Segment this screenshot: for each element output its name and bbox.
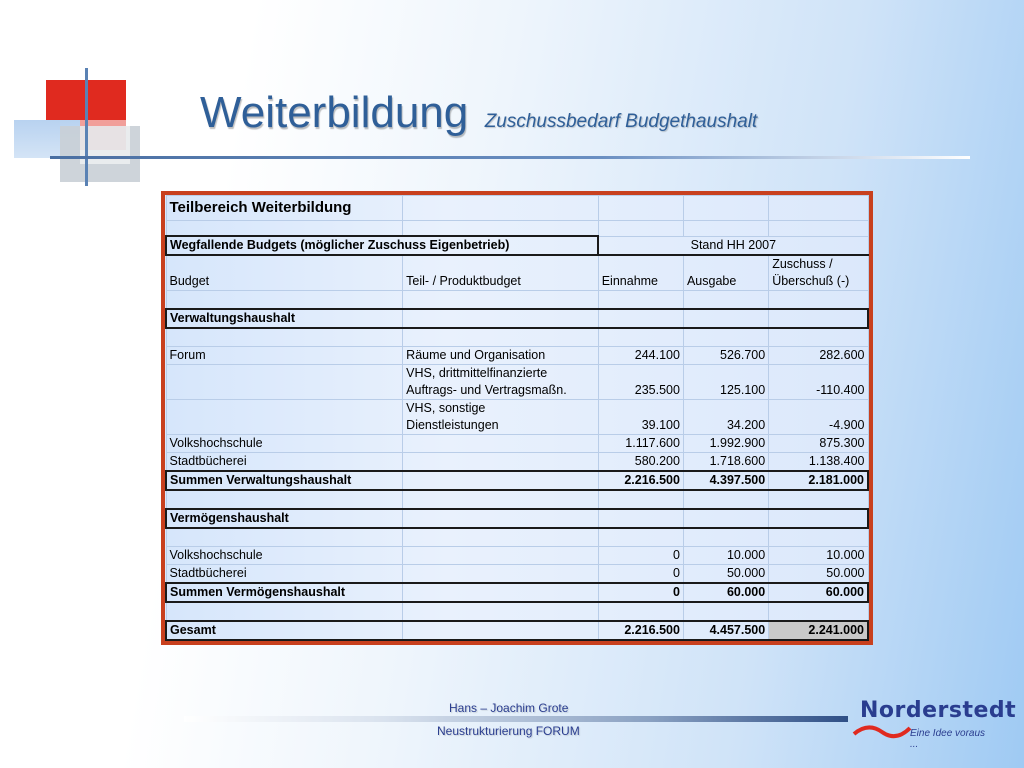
- table-header-row: [166, 255, 868, 291]
- stand-label: Stand HH 2007: [598, 236, 868, 255]
- col-header-expense: Ausgabe: [683, 255, 768, 291]
- table-row: [166, 528, 868, 547]
- footer-project: Neustrukturierung FORUM: [437, 724, 580, 738]
- cell-income: 0: [598, 547, 683, 565]
- sum-vermoegen-balance: 60.000: [769, 583, 868, 602]
- cell-income: 1.117.600: [598, 435, 683, 453]
- sum-row: [166, 583, 868, 602]
- cell-income: 0: [598, 565, 683, 584]
- col-header-product: Teil- / Produktbudget: [403, 255, 599, 291]
- table-row: [166, 453, 868, 472]
- sum-verwaltung-income: 2.216.500: [598, 471, 683, 490]
- page-subtitle: Zuschussbedarf Budgethaushalt: [484, 111, 758, 132]
- sum-verwaltung-balance: 2.181.000: [769, 471, 868, 490]
- cell-income: 580.200: [598, 453, 683, 472]
- total-expense: 4.457.500: [683, 621, 768, 640]
- cell-expense: 1.718.600: [683, 453, 768, 472]
- cell-balance: -4.900: [769, 400, 868, 435]
- cell-balance: -110.400: [769, 365, 868, 400]
- vermoegen-label: Vermögenshaushalt: [166, 509, 403, 528]
- cell-expense: 1.992.900: [683, 435, 768, 453]
- table-row: [166, 328, 868, 347]
- budget-table: [165, 195, 869, 641]
- logo-wave-icon: [852, 720, 912, 742]
- sum-verwaltung-expense: 4.397.500: [683, 471, 768, 490]
- total-row: [166, 621, 868, 640]
- decor-vertical-line: [85, 68, 88, 186]
- cell-budget: [166, 400, 403, 435]
- heading-label: Wegfallende Budgets (möglicher Zuschuss Eigenbetrieb): [166, 236, 598, 255]
- section-title: Teilbereich Weiterbildung: [166, 196, 403, 221]
- cell-balance: 50.000: [769, 565, 868, 584]
- verwaltung-label: Verwaltungshaushalt: [166, 309, 403, 328]
- cell-product: [403, 453, 599, 472]
- cell-product: [403, 435, 599, 453]
- cell-budget: Forum: [166, 347, 403, 365]
- total-income: 2.216.500: [598, 621, 683, 640]
- norderstedt-logo: [852, 698, 1017, 750]
- sum-vermoegen-label: Summen Vermögenshaushalt: [166, 583, 403, 602]
- cell-budget: Volkshochschule: [166, 547, 403, 565]
- sum-vermoegen-expense: 60.000: [683, 583, 768, 602]
- table-row: [166, 547, 868, 565]
- total-label: Gesamt: [166, 621, 403, 640]
- table-row: [166, 196, 868, 221]
- cell-product: VHS, drittmittelfinanzierte Auftrags- und Vertragsmaßn.: [403, 365, 599, 400]
- table-row: [166, 400, 868, 435]
- logo-wordmark: Norderstedt: [860, 698, 1017, 723]
- cell-product: Räume und Organisation: [403, 347, 599, 365]
- cell-budget: Stadtbücherei: [166, 565, 403, 584]
- cell-expense: 125.100: [683, 365, 768, 400]
- page-title: Weiterbildung: [200, 88, 469, 137]
- cell-expense: 50.000: [683, 565, 768, 584]
- table-row: [166, 565, 868, 584]
- title-underline: [50, 156, 970, 159]
- sum-row: [166, 471, 868, 490]
- budget-table-frame: [161, 191, 873, 645]
- table-row: [166, 365, 868, 400]
- col-header-balance: Zuschuss / Überschuß (-): [769, 255, 868, 291]
- cell-expense: 526.700: [683, 347, 768, 365]
- col-header-budget: Budget: [166, 255, 403, 291]
- section-header-row: [166, 509, 868, 528]
- slide-title: [200, 88, 757, 138]
- cell-expense: 10.000: [683, 547, 768, 565]
- sum-vermoegen-income: 0: [598, 583, 683, 602]
- total-balance: 2.241.000: [769, 621, 868, 640]
- cell-budget: Volkshochschule: [166, 435, 403, 453]
- cell-income: 244.100: [598, 347, 683, 365]
- cell-budget: [166, 365, 403, 400]
- logo-tagline: Eine Idee voraus ...: [910, 728, 986, 750]
- table-row: [166, 291, 868, 310]
- cell-product: VHS, sonstige Dienstleistungen: [403, 400, 599, 435]
- cell-balance: 10.000: [769, 547, 868, 565]
- sum-verwaltung-label: Summen Verwaltungshaushalt: [166, 471, 403, 490]
- table-row: [166, 435, 868, 453]
- table-row: [166, 221, 868, 237]
- col-header-income: Einnahme: [598, 255, 683, 291]
- footer-divider: [184, 716, 848, 722]
- cell-budget: Stadtbücherei: [166, 453, 403, 472]
- table-row: [166, 236, 868, 255]
- cell-income: 235.500: [598, 365, 683, 400]
- footer-author: Hans – Joachim Grote: [449, 701, 569, 715]
- cell-expense: 34.200: [683, 400, 768, 435]
- cell-income: 39.100: [598, 400, 683, 435]
- table-row: [166, 347, 868, 365]
- cell-balance: 875.300: [769, 435, 868, 453]
- cell-balance: 1.138.400: [769, 453, 868, 472]
- section-header-row: [166, 309, 868, 328]
- table-row: [166, 490, 868, 509]
- table-row: [166, 602, 868, 621]
- cell-balance: 282.600: [769, 347, 868, 365]
